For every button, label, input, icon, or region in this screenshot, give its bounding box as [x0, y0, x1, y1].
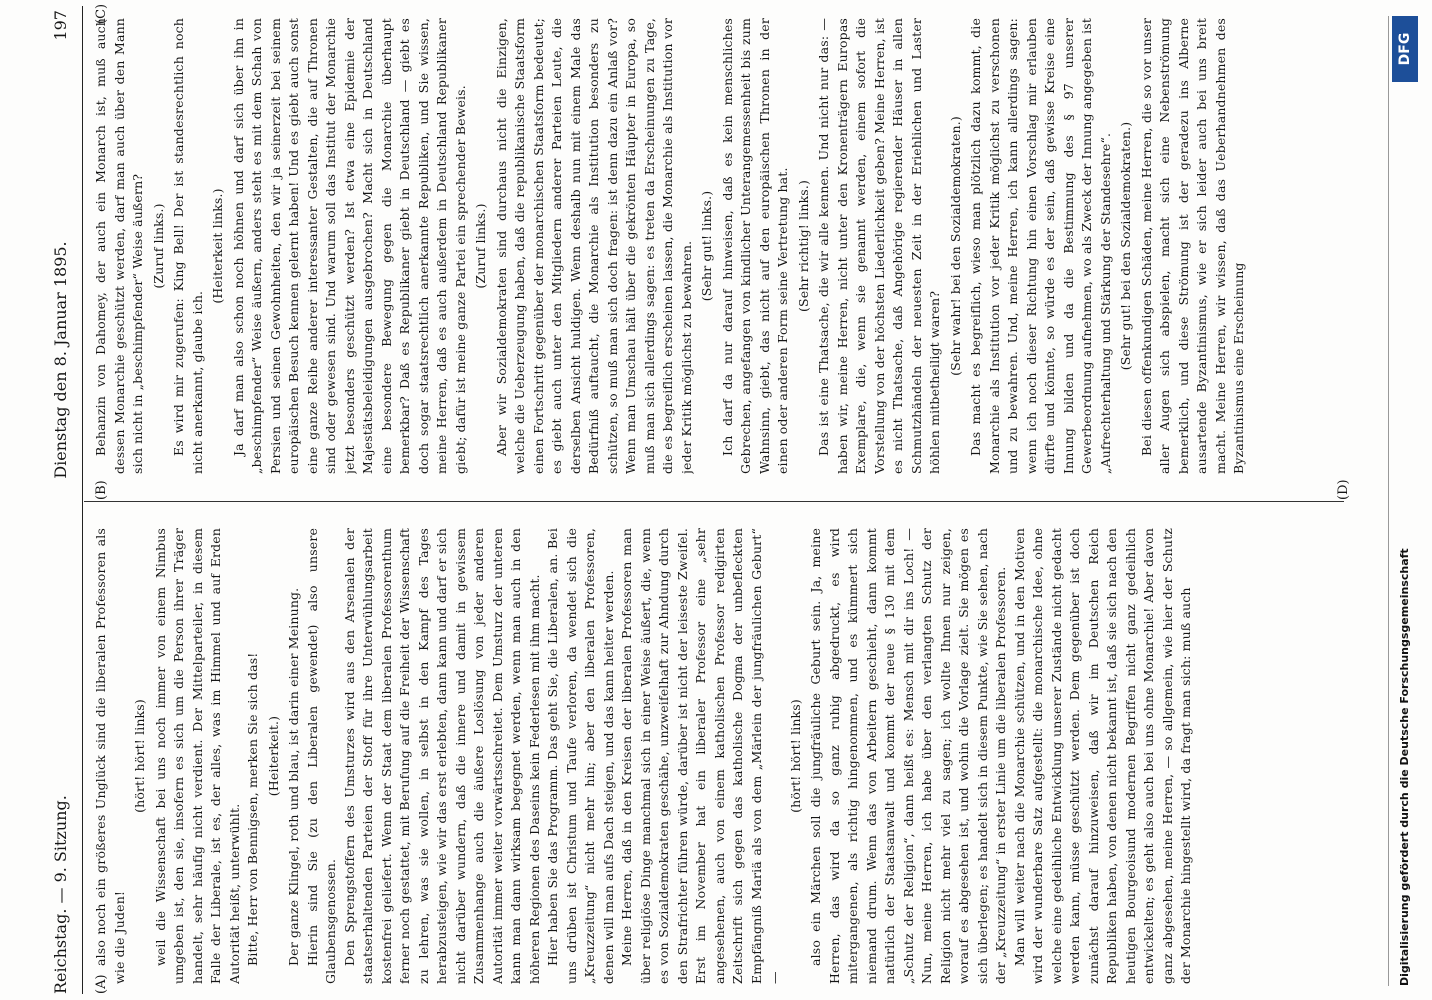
paragraph: Das ist eine Thatsache, die wir alle kennen. Und nicht nur das: — haben wir, meine Herren, nicht unter den Kronenträgern Europas Exemplare, die, wenn sie genannt werden, einem sofort die Vorstellung von der höchsten Liederlichkeit geben? Meine Herren, ist es nicht Thatsache, daß Angehörige regierender Häuser in allen Schmutzhändeln der neuesten Zeit in der Eriehlichen und Laster höhlen mitbetheiligt waren?	[816, 18, 942, 474]
interjection: (Sehr gut! bei den Sozialdemokraten.)	[1118, 121, 1133, 371]
paragraph: Den Sprengstoffern des Umsturzes wird aus den Arsenalen der staatserhaltenden Parteien der Stoff für ihre Unterwühlungsarbeit kostenfrei geliefert. Wenn der Staat dem liberalen Professorenthum ferner noch gestattet, mit Berufung auf die Freiheit der Wissenschaft zu lehren, was sie wollen, in selbst in den Kampf des Tages herabzusteigen, wie wir das erst erlebten, dann kann und darf er sich nicht darüber wundern, daß die innere und damit in gewissem Zusammenhange auch die äußere Loslösung von jeder anderen Autorität immer weiter vorwärtsschreitet. Dem Umsturz der unteren kann man dann wirksam begegnet werden, wenn man auch in den höheren Regionen des Daseins kein Federlesen mit ihm macht.	[341, 528, 542, 984]
digitization-credit: Digitalisierung gefördert durch die Deutsche Forschungsgemeinschaft	[1398, 548, 1411, 986]
paragraph: Das macht es begreiflich, wieso man plötzlich dazu kommt, die Monarchie als Institution vor jeder Kritik möglichst zu verschonen und zu bewahren. Und, meine Herren, ich kann allerdings sagen: wenn ich noch dieser Richtung hin einen Vorschlag mir erlauben dürfte und könnte, so würde es der sein, daß gewisse Kreise eine Innung bilden und da die Bestimmung des § 97 unserer Gewerbeordnung aufnehmen, wo als Zweck der Innung angegeben ist „Aufrechterhaltung und Stärkung der Standesehre“.	[968, 18, 1113, 474]
paragraph: Hierin sind Sie (zu den Liberalen gewendet) also unsere Glaubensgenossen.	[304, 528, 338, 984]
interjection: (Heiterkeit.)	[265, 715, 281, 797]
paragraph: Es wird mir zugerufen: King Bell! Der ist standesrechtlich noch nicht anerkannt, glaube ich.	[171, 18, 205, 474]
page-number: 197	[51, 10, 70, 41]
interjection: (Zuruf links.)	[473, 203, 488, 289]
interjection: (Sehr richtig! links.)	[795, 179, 811, 313]
paragraph: Ja darf man also schon noch höhnen und darf sich über ihn in „beschimpfender“ Weise äußern, anders steht es mit dem Schah von Persien und seinen Gewohnheiten, den wir ja seinerzeit bei seinem europäischen Besuch kennen gelernt haben! Und es giebt auch sonst eine ganze Reihe anderer interessanter Gestalten, die auf Thronen sind oder gewesen sind. Und warum soll das Institut der Monarchie jetzt besonders geschützt werden? Ist etwa eine Epidemie der Majestätsbeleidigungen ausgebrochen? Macht sich in Deutschland eine besondere Bewegung gegen die Monarchie überhaupt bemerkbar? Daß es Republikaner giebt in Deutschland — giebt es doch sogar staatsrechtlich anerkannte Republiken, und Sie wissen, meine Herren, daß es auch außerdem in Deutschland Republikaner giebt; dafür ist meine ganze Partei ein sprechender Beweis.	[230, 18, 468, 474]
paragraph: also noch ein größeres Unglück sind die liberalen Professoren als wie die Juden!	[93, 528, 127, 984]
margin-mark-d: (D)	[1336, 479, 1351, 500]
paragraph: Aber wir Sozialdemokraten sind durchaus nicht die Einzigen, welche die Ueberzeugung haben, daß die republikanische Staatsform einen Fortschritt gegenüber der monarchischen Staatsform bedeutet; es giebt auch unter den Mitgliedern anderer Parteien Leute, die derselben Ansicht huldigen. Wenn deshalb nun mit einem Male das Bedürfniß auftaucht, die Monarchie als Institution besonders zu schützen, so muß man sich doch fragen: ist denn dazu ein Anlaß vor? Wenn man Umschau hält über die gekrönten Häupter in Europa, so muß man sich allerdings sagen: es treten da Erscheinungen zu Tage, die es begreiflich erscheinen lassen, die Monarchie als Institution vor jeder Kritik möglichst zu bewahren.	[493, 18, 694, 474]
paragraph: Man will weiter nach die Monarchie schützen, und in den Motiven wird der wunderbare Satz aufgestellt: die monarchische Idee, ohne welche eine gedeihliche Entwicklung unserer Zustände nicht gedacht werden kann, müsse geschützt werden. Dem gegenüber ist doch zunächst darauf hinzuweisen, daß wir im Deutschen Reich Republiken haben, von denen nicht bekannt ist, daß sie sich nach den heutigen Bourgeoisund modernen Begriffen nicht ganz gedeihlich entwickelten; es geht also auch bei uns ohne Monarchie! Aber davon ganz abgesehen, meine Herren, — so allgemein, wie hier der Schutz der Monarchie hingestellt wird, da fragt man sich: muß auch	[1011, 528, 1193, 984]
column-divider	[84, 501, 1344, 502]
paragraph: Der ganze Klingel, roth und blau, ist darin einer Meinung.	[286, 587, 301, 966]
paragraph: Bei diesen offenkundigen Schäden, meine Herren, die so vor unser aller Augen sich abspielen, macht sich eine Nebenströmung bemerklich, und diese Strömung ist der geradezu ins Alberne ausartende Byzantinismus, wie er sich leider auch bei uns breit macht. Meine Herren, wir wissen, daß das Ueberhandnehmen des Byzantinismus eine Erscheinung	[1138, 18, 1246, 474]
text-column-right	[92, 18, 1342, 474]
paragraph: Behanzin von Dahomey, der auch ein Monarch ist, muß auch dessen Monarchie geschützt werden, darf man auch über den Mann sich nicht in „beschimpfender“ Weise äußern?	[93, 18, 145, 474]
interjection: (Heiterkeit links.)	[210, 188, 225, 304]
paragraph: Hier haben Sie das Programm. Das geht Sie, die Liberalen, an. Bei uns drüben ist Christum und Taufe verloren, da wendet sich die „Kreuzzeitung“ nicht mehr hin; aber den liberalen Professoren, denen will man aufs Dach steigen, und das kann heiter werden.	[545, 528, 616, 984]
interjection: (Sehr gut! links.)	[699, 190, 714, 302]
paragraph: Ich darf da nur darauf hinweisen, daß es kein menschliches Gebrechen, angefangen von kindlicher Unterangemessenheit bis zum Wahnsinn, giebt, das nicht auf den europäischen Thronen in der einen oder anderen Form seine Vertretung hat.	[719, 18, 790, 474]
interjection: (hört! hört! links)	[787, 699, 803, 813]
interjection: (hört! hört! links)	[132, 699, 147, 813]
paragraph: Bitte, Herr von Bennigsen, merken Sie sich das!	[245, 652, 260, 966]
margin-mark-b: (B)	[94, 480, 109, 500]
interjection: (Zuruf links.)	[150, 203, 166, 289]
paragraph: Meine Herren, daß in den Kreisen der liberalen Professoren man über religiöse Dinge manchmal sich in einer Weise äußert, die, wenn es von Sozialdemokraten geschähe, unzweifelhaft zur Ahndung durch den Strafrichter führen würde, darüber ist nicht der leiseste Zweifel. Erst im November hat ein liberaler Professor eine „sehr angesehenen, auch von einem katholischen Professor redigirten Zeitschrift sich gegen das katholische Dogma der unbefleckten Empfängniß Mariä als von dem „Märlein der jungfräulichen Geburt“ —	[619, 528, 782, 984]
header-rule	[82, 6, 83, 994]
text-column-left	[92, 528, 1342, 984]
dfg-logo: DFG	[1392, 16, 1418, 82]
running-header-date: Dienstag den 8. Januar 1895.	[51, 241, 70, 479]
running-header-left: Reichstag. — 9. Sitzung.	[51, 795, 70, 994]
interjection: (Sehr wahr! bei den Sozialdemokraten.)	[947, 116, 963, 376]
paragraph: also ein Märchen soll die jungfräuliche Geburt sein. Ja, meine Herren, das wird da so ganz ruhig abgedruckt, es wird mitergangenen, als richtig hingenommen, und es kümmert sich niemand drum. Wenn das von Arbeitern geschieht, dann kommt natürlich der Staatsanwalt und kommt der neue § 130 mit dem „Schutz der Religion“, dann heißt es: Mensch mit dir ins Loch! — Nun, meine Herren, ich habe über den verlangten Schutz der Religion nicht mehr viel zu sagen; ich wollte Ihnen nur zeigen, worauf es abgesehen ist, und wohin die Vorlage zielt. Sie mögen es sich überlegen; es handelt sich in diesem Punkte, wie Sie sehen, nach der „Kreuzzeitung“ in erster Linie um die liberalen Professoren.	[808, 528, 1008, 984]
margin-mark-a: (A)	[94, 974, 109, 994]
credit-rule	[1388, 16, 1389, 986]
paragraph: weil die Wissenschaft bei uns noch immer von einem Nimbus umgeben ist, den sie, insofern es sich um die Person ihrer Träger handelt, sehr häufig nicht verdient. Der Mittelparteiler, in diesem Falle der Liberale, ist es, der alles, was im Himmel und auf Erden Autorität heißt, unterwühlt.	[152, 528, 242, 984]
margin-mark-c: (C)	[94, 3, 109, 24]
